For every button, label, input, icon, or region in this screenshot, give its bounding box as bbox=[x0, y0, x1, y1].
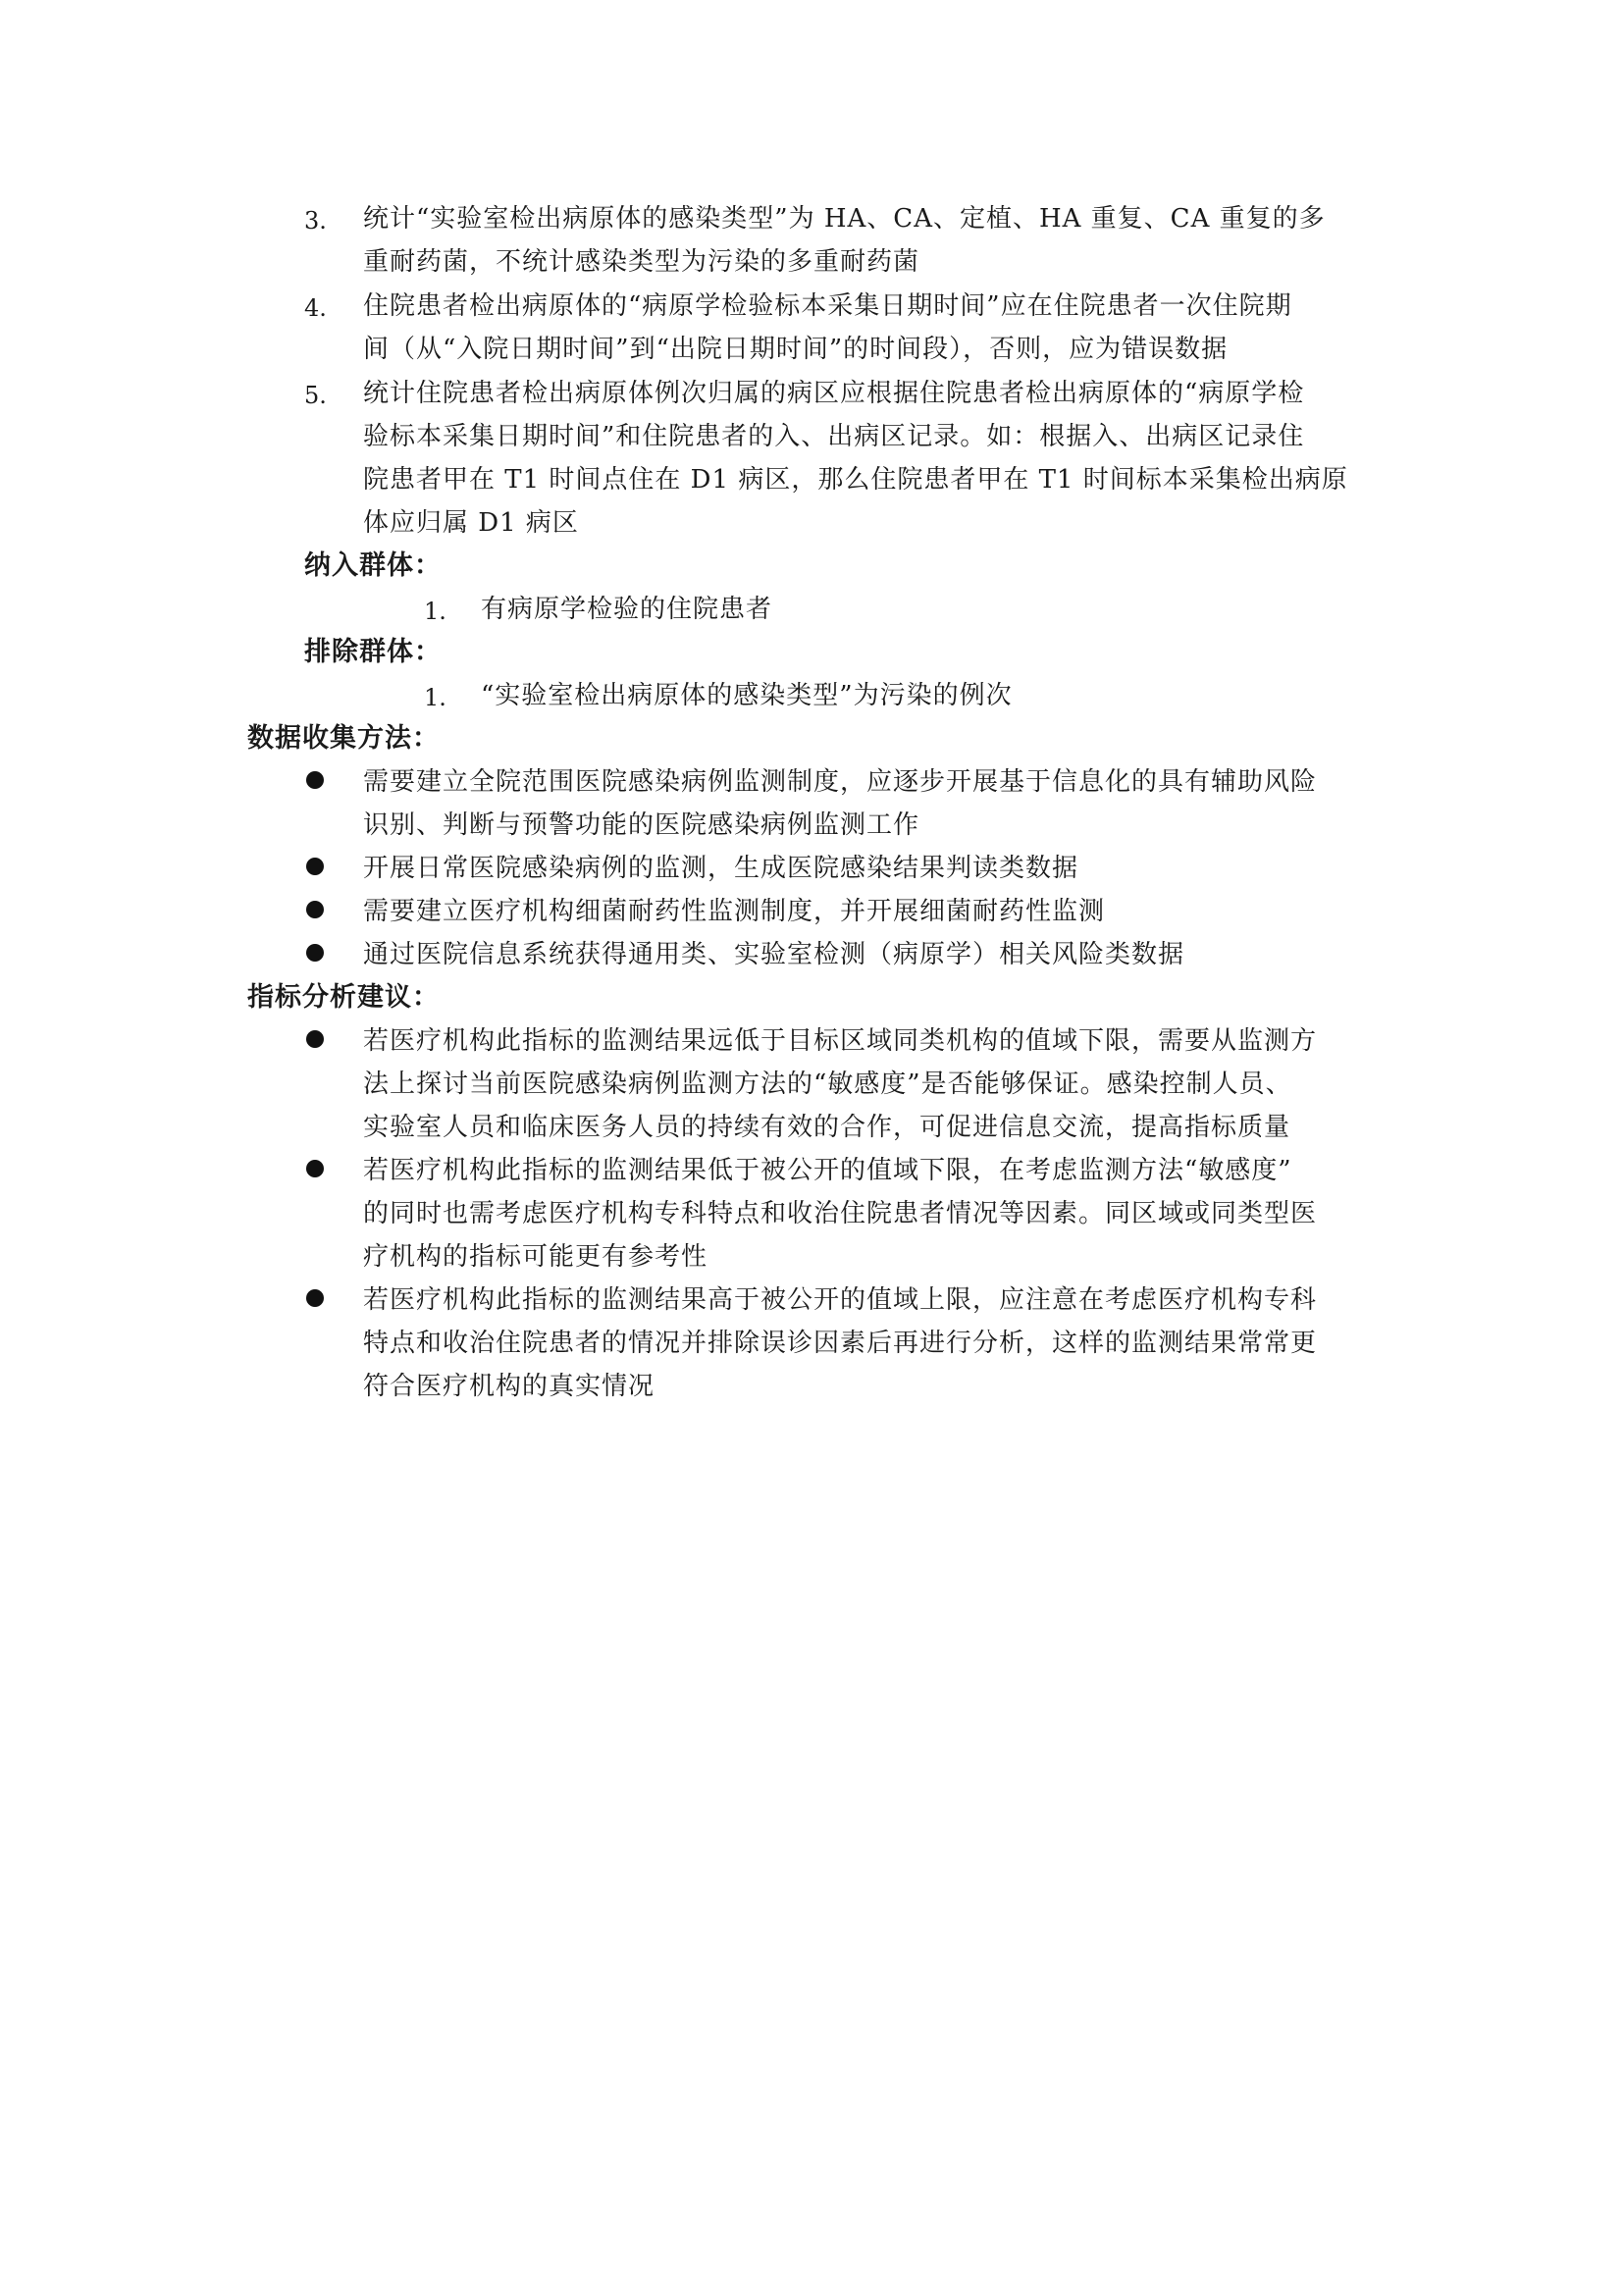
bullet-text-line: 符合医疗机构的真实情况 bbox=[363, 1372, 655, 1401]
bullet-icon bbox=[306, 771, 324, 789]
bullet-text-line: 开展日常医院感染病例的监测，生成医院感染结果判读类数据 bbox=[363, 854, 1079, 883]
bullet-text-line: 识别、判断与预警功能的医院感染病例监测工作 bbox=[363, 810, 920, 840]
rule-text-line: 统计住院患者检出病原体例次归属的病区应根据住院患者检出病原体的“病原学检 bbox=[363, 379, 1305, 408]
rule-text-line: 间（从“入院日期时间”到“出院日期时间”的时间段），否则，应为错误数据 bbox=[363, 335, 1229, 364]
rule-text-line: 重耐药菌，不统计感染类型为污染的多重耐药菌 bbox=[363, 247, 920, 277]
bullet-text-line: 特点和收治住院患者的情况并排除误诊因素后再进行分析，这样的监测结果常常更 bbox=[363, 1329, 1318, 1358]
inclusion-heading: 纳入群体： bbox=[304, 550, 442, 581]
inclusion-item: 有病原学检验的住院患者 bbox=[481, 595, 773, 624]
data-collection-heading: 数据收集方法： bbox=[247, 723, 440, 754]
rule-number: 3. bbox=[304, 207, 327, 235]
bullet-icon bbox=[306, 901, 324, 918]
bullet-text-line: 需要建立医疗机构细菌耐药性监测制度，并开展细菌耐药性监测 bbox=[363, 897, 1106, 926]
rule-number: 4. bbox=[304, 294, 327, 322]
analysis-heading: 指标分析建议： bbox=[247, 982, 440, 1013]
rule-number: 5. bbox=[304, 382, 327, 409]
bullet-text-line: 若医疗机构此指标的监测结果远低于目标区域同类机构的值域下限，需要从监测方 bbox=[363, 1026, 1318, 1056]
rule-text-line: 验标本采集日期时间”和住院患者的入、出病区记录。如：根据入、出病区记录住 bbox=[363, 422, 1305, 451]
rule-text-line: 体应归属 D1 病区 bbox=[363, 508, 579, 538]
bullet-text-line: 若医疗机构此指标的监测结果低于被公开的值域下限，在考虑监测方法“敏感度” bbox=[363, 1156, 1292, 1185]
bullet-icon bbox=[306, 858, 324, 875]
rule-text-line: 统计“实验室检出病原体的感染类型”为 HA、CA、定植、HA 重复、CA 重复的多 bbox=[363, 204, 1326, 234]
bullet-icon bbox=[306, 944, 324, 962]
bullet-icon bbox=[306, 1030, 324, 1048]
bullet-text-line: 疗机构的指标可能更有参考性 bbox=[363, 1242, 708, 1272]
bullet-icon bbox=[306, 1289, 324, 1307]
inclusion-item-number: 1. bbox=[424, 598, 446, 625]
bullet-text-line: 法上探讨当前医院感染病例监测方法的“敏感度”是否能够保证。感染控制人员、 bbox=[363, 1070, 1292, 1099]
rule-text-line: 院患者甲在 T1 时间点住在 D1 病区，那么住院患者甲在 T1 时间标本采集检出病原 bbox=[363, 465, 1348, 495]
bullet-text-line: 若医疗机构此指标的监测结果高于被公开的值域上限，应注意在考虑医疗机构专科 bbox=[363, 1285, 1318, 1315]
exclusion-item-number: 1. bbox=[424, 684, 446, 711]
exclusion-item: “实验室检出病原体的感染类型”为污染的例次 bbox=[481, 681, 1013, 710]
bullet-text-line: 通过医院信息系统获得通用类、实验室检测（病原学）相关风险类数据 bbox=[363, 940, 1185, 969]
bullet-text-line: 实验室人员和临床医务人员的持续有效的合作，可促进信息交流，提高指标质量 bbox=[363, 1113, 1291, 1142]
bullet-text-line: 的同时也需考虑医疗机构专科特点和收治住院患者情况等因素。同区域或同类型医 bbox=[363, 1199, 1318, 1228]
exclusion-heading: 排除群体： bbox=[304, 637, 442, 667]
rule-text-line: 住院患者检出病原体的“病原学检验标本采集日期时间”应在住院患者一次住院期 bbox=[363, 291, 1292, 321]
bullet-icon bbox=[306, 1160, 324, 1177]
bullet-text-line: 需要建立全院范围医院感染病例监测制度，应逐步开展基于信息化的具有辅助风险 bbox=[363, 767, 1318, 797]
